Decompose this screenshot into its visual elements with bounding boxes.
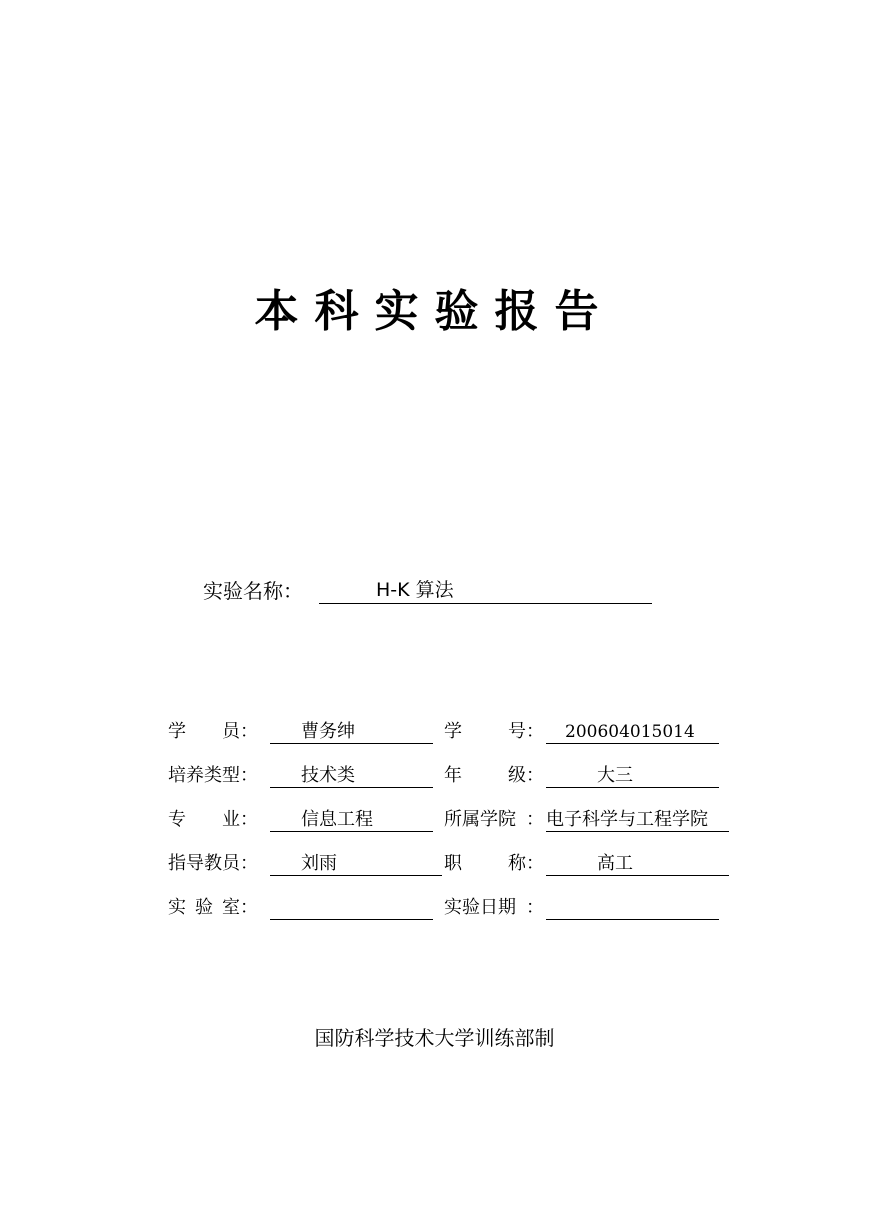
advisor-colon: ：: [240, 853, 258, 874]
title-rank-value: 高工: [597, 853, 633, 874]
training-type-label: 培养类型: [168, 765, 240, 786]
lab-room-label-char: 验: [195, 897, 213, 918]
lab-date-underline[interactable]: [546, 896, 719, 920]
info-row-3: [168, 808, 738, 834]
student-colon: ：: [240, 721, 258, 742]
student-id-label-char: 号: [508, 721, 526, 742]
title-rank-underline: [546, 852, 729, 876]
training-type-underline: [270, 764, 433, 788]
major-label: [168, 808, 240, 832]
title-rank-label-char: 职: [444, 853, 462, 874]
major-colon: ：: [240, 809, 258, 830]
lab-room-label-char: 实: [168, 897, 186, 918]
grade-label-char: 级: [508, 765, 526, 786]
student-id-colon: ：: [526, 721, 544, 742]
student-id-label-char: 学: [444, 721, 462, 742]
lab-date-colon: ：: [526, 897, 544, 918]
college-value: 电子科学与工程学院: [546, 809, 708, 830]
experiment-name-value: H-K 算法: [376, 579, 454, 601]
college-colon: ：: [526, 809, 544, 830]
advisor-underline: [270, 852, 442, 876]
major-underline: [270, 808, 433, 832]
advisor-value: 刘雨: [301, 853, 337, 874]
info-row-4: [168, 852, 738, 878]
grade-underline: [546, 764, 719, 788]
lab-room-label: [168, 896, 240, 920]
lab-room-label-char: 室: [222, 897, 240, 918]
title-rank-label-char: 称: [508, 853, 526, 874]
advisor-label: 指导教员: [168, 853, 240, 874]
student-value: 曹务绅: [301, 721, 355, 742]
grade-colon: ：: [526, 765, 544, 786]
title-rank-colon: ：: [526, 853, 544, 874]
grade-label: [444, 764, 526, 788]
experiment-name-label: 实验名称：: [203, 579, 303, 603]
major-label-char: 业: [222, 809, 240, 830]
training-type-value: 技术类: [301, 765, 355, 786]
report-title: 本科实验报告: [254, 286, 615, 337]
major-value: 信息工程: [301, 809, 373, 830]
grade-value: 大三: [597, 765, 633, 786]
student-label: [168, 720, 240, 744]
student-id-label: [444, 720, 526, 744]
major-label-char: 专: [168, 809, 186, 830]
lab-room-underline[interactable]: [270, 896, 433, 920]
student-id-value: 200604015014: [565, 722, 695, 742]
info-row-2: [168, 764, 728, 790]
experiment-name-underline: [319, 576, 652, 604]
lab-room-colon: ：: [240, 897, 258, 918]
student-underline: [270, 720, 433, 744]
student-label-char: 员: [222, 721, 240, 742]
college-label: 所属学院: [444, 809, 516, 830]
info-row-5: [168, 896, 728, 922]
lab-date-label: 实验日期: [444, 897, 516, 918]
title-rank-label: [444, 852, 526, 876]
info-row-1: [168, 720, 728, 746]
issuer-footer: 国防科学技术大学训练部制: [314, 1026, 555, 1050]
grade-label-char: 年: [444, 765, 462, 786]
student-id-underline: [546, 720, 719, 744]
college-underline: [546, 808, 729, 832]
training-type-colon: ：: [240, 765, 258, 786]
student-label-char: 学: [168, 721, 186, 742]
